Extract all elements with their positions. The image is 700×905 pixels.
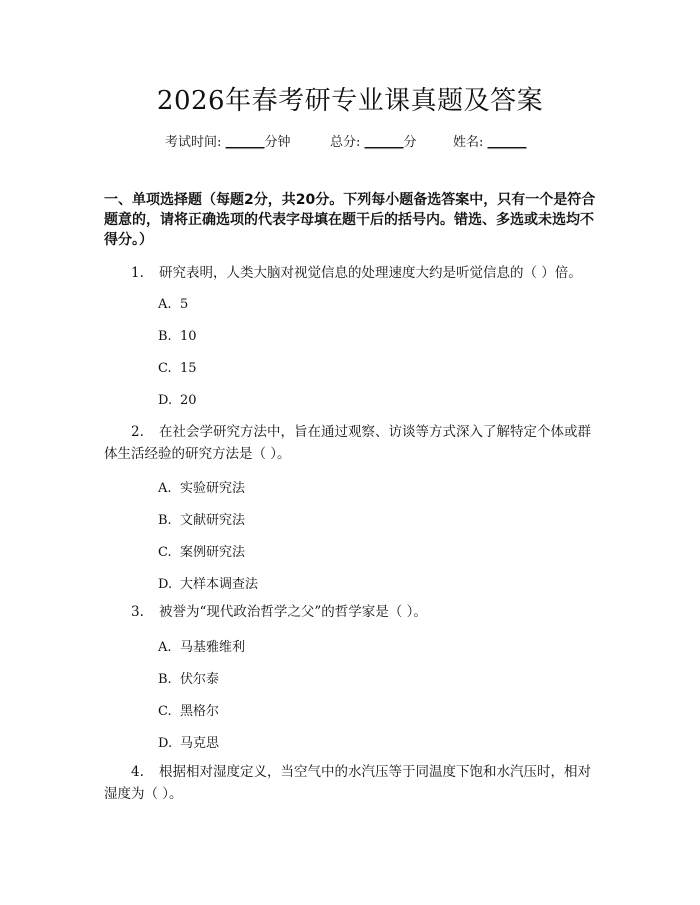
option-item [158, 541, 245, 560]
question-2 [104, 421, 604, 465]
option-letter: C. [158, 361, 172, 376]
question-number: 3. [131, 604, 144, 620]
option-letter: B. [158, 329, 172, 344]
option-letter: A. [158, 481, 172, 496]
name-field [453, 131, 527, 150]
question-3 [104, 601, 604, 623]
question-number: 1. [131, 265, 144, 281]
option-text: 10 [180, 329, 197, 344]
total-score-label: 总分: [330, 135, 361, 150]
option-item [158, 297, 188, 312]
option-text: 马基雅维利 [180, 640, 246, 655]
total-score-field [330, 131, 417, 150]
option-text: 15 [180, 361, 197, 376]
question-number: 2. [131, 424, 144, 440]
option-item [158, 393, 197, 408]
option-text: 伏尔泰 [180, 672, 220, 687]
option-item [158, 509, 245, 528]
option-item [158, 636, 245, 655]
option-text: 案例研究法 [180, 545, 246, 560]
option-item [158, 732, 219, 751]
exam-time-unit: 分钟 [264, 135, 291, 150]
total-score-unit: 分 [403, 135, 417, 150]
total-score-blank: ______ [364, 135, 404, 150]
question-1 [104, 262, 604, 284]
option-text: 20 [180, 393, 197, 408]
option-item [158, 361, 197, 376]
name-blank: ______ [487, 135, 527, 150]
option-letter: A. [158, 640, 172, 655]
option-letter: B. [158, 672, 172, 687]
section-heading: 一、单项选择题（每题2分，共20分。下列每小题备选答案中，只有一个是符合题意的，请将正确选项的代表字母填在题干后的括号内。错选、多选或未选均不得分。） [104, 192, 596, 248]
option-text: 文献研究法 [180, 513, 246, 528]
question-text: 在社会学研究方法中，旨在通过观察、访谈等方式深入了解特定个体或群体生活经验的研究方法是（ ）。 [104, 424, 591, 462]
option-item [158, 477, 245, 496]
option-item [158, 573, 258, 592]
option-letter: D. [158, 393, 173, 408]
option-letter: C. [158, 545, 172, 560]
question-text: 研究表明，人类大脑对视觉信息的处理速度大约是听觉信息的（ ）倍。 [159, 265, 582, 281]
option-text: 大样本调查法 [180, 577, 259, 592]
question-4 [104, 761, 604, 805]
option-item [158, 668, 219, 687]
page-title: 2026年春考研专业课真题及答案 [156, 86, 544, 116]
option-text: 5 [180, 297, 189, 312]
name-label: 姓名: [453, 135, 484, 150]
option-text: 黑格尔 [180, 704, 220, 719]
question-text: 根据相对湿度定义，当空气中的水汽压等于同温度下饱和水汽压时，相对湿度为（ ）。 [104, 764, 591, 802]
option-letter: B. [158, 513, 172, 528]
option-letter: A. [158, 297, 172, 312]
question-number: 4. [131, 764, 144, 780]
option-letter: C. [158, 704, 172, 719]
option-letter: D. [158, 736, 173, 751]
option-text: 实验研究法 [180, 481, 246, 496]
option-text: 马克思 [180, 736, 220, 751]
exam-time-blank: ______ [225, 135, 265, 150]
question-text: 被誉为“现代政治哲学之父”的哲学家是（ ）。 [159, 604, 427, 620]
option-item [158, 329, 197, 344]
exam-time-label: 考试时间: [165, 135, 222, 150]
option-letter: D. [158, 577, 173, 592]
exam-time-field [165, 131, 291, 150]
option-item [158, 700, 219, 719]
